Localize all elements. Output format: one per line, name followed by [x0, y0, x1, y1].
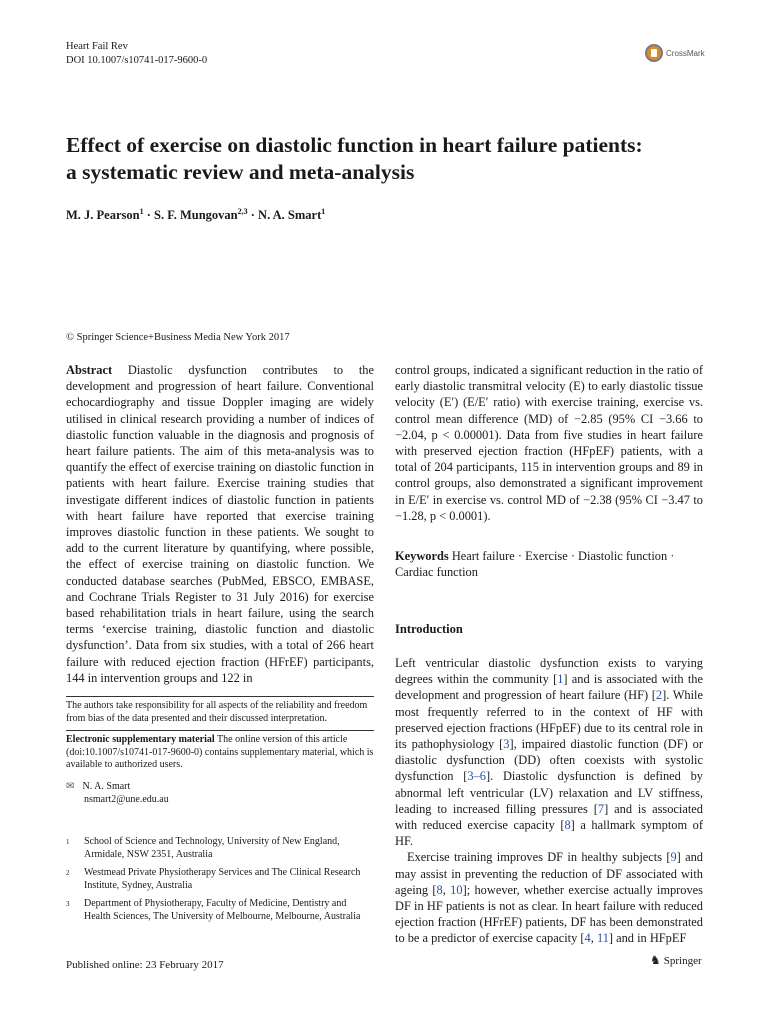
affiliation-number: 3: [66, 900, 70, 908]
intro-paragraph: Left ventricular diastolic dysfunction exists to varying degrees within the community [1] and is associated with the development and progression of heart failure (HF) [2]. While most frequently referred to in the context of HF with preserved ejection fractions (HFpEF) due to its central role in its pathophysiology [3], impaired diastolic function (DF) or diastolic dysfunction (DD) often coexists with systolic dysfunction [3–6]. Diastolic dysfunction is defined by abnormal left ventricular (LV) relaxation and LV stiffness, leading to increased filling pressures [7] and is associated with reduced exercise capacity [8] a hallmark symptom of HF.: [395, 656, 703, 849]
citation-link[interactable]: 3: [503, 737, 510, 752]
author-affiliation-ref: 1: [139, 207, 144, 216]
citation-link[interactable]: 3–6: [467, 769, 486, 784]
intro-paragraph: Exercise training improves DF in healthy subjects [9] and may assist in preventing the reduction of DF associated with ageing [8, 10]; however, whether exercise actually improves DF in HF patients is not as clear. In heart failure with reduced ejection fraction (HFrEF) patients, DF has been demonstrated to be a predictor of exercise capacity [4, 11] and in HFpEF: [395, 850, 703, 946]
affiliation-text: Westmead Private Physiotherapy Services and The Clinical Research Institute, Sydney, Australia: [84, 867, 361, 891]
abstract-right: [395, 362, 703, 524]
publisher-name: Springer: [663, 954, 702, 967]
crossmark-badge[interactable]: [645, 44, 705, 62]
keywords-section: [395, 548, 703, 580]
footnote-divider: [66, 696, 374, 697]
crossmark-icon: [645, 44, 663, 62]
title-line-1: Effect of exercise on diastolic function in heart failure patients:: [66, 133, 643, 157]
contact-name: N. A. Smart: [82, 781, 131, 792]
introduction-heading: Introduction: [395, 622, 463, 636]
abstract-text-continued: control groups, indicated a significant reduction in the ratio of early diastolic transmitral velocity (E) to early diastolic tissue velocity (E′) (E/E′ ratio) with exercise training, exercise vs. control mean difference (MD) of −2.85 (95% CI −3.66 to −2.04, p < 0.00001). Data from five studies in heart failure with preserved ejection fraction (HFpEF) patients, with a total of 204 participants, 115 in intervention groups and 89 in control groups, also demonstrated a significant improvement in E/E′ in exercise vs. control MD of −2.38 (95% CI −3.47 to −1.28, p < 0.0001).: [395, 363, 703, 523]
abstract-left: [66, 362, 374, 686]
keywords-text: Heart failure · Exercise · Diastolic function · Cardiac function: [395, 549, 675, 580]
author-name[interactable]: S. F. Mungovan: [154, 208, 238, 223]
citation-link[interactable]: 11: [596, 931, 609, 946]
affiliation-number: 2: [66, 869, 70, 877]
citation-link[interactable]: 10: [450, 882, 463, 897]
author-name[interactable]: M. J. Pearson: [66, 208, 140, 223]
crossmark-label: CrossMark: [666, 48, 705, 58]
supplementary-note: [66, 734, 374, 772]
citation-link[interactable]: 4: [584, 931, 591, 946]
citation-link[interactable]: 1: [557, 672, 564, 687]
introduction-body: [395, 655, 703, 947]
citation-link[interactable]: 8: [564, 818, 571, 833]
envelope-icon: ✉: [66, 781, 75, 792]
author-affiliation-ref: 2,3: [237, 207, 248, 216]
copyright-notice: © Springer Science+Business Media New York 2017: [66, 332, 290, 343]
publisher-logo: [650, 953, 702, 968]
citation-link[interactable]: 2: [655, 688, 663, 703]
keywords-label: Keywords: [395, 549, 449, 563]
responsibility-note: The authors take responsibility for all aspects of the reliability and freedom from bias of the data presented and their discussed interpretation.: [66, 700, 368, 724]
journal-header: [66, 40, 207, 68]
affiliation-text: Department of Physiotherapy, Faculty of Medicine, Dentistry and Health Sciences, The University of Melbourne, Melbourne, Australia: [84, 898, 361, 922]
corresponding-author: [66, 780, 169, 806]
springer-horse-icon: ♞: [650, 953, 661, 967]
author-list: [66, 207, 325, 223]
citation-link[interactable]: 7: [597, 801, 605, 816]
published-date: Published online: 23 February 2017: [66, 959, 224, 971]
footnote-divider: [66, 730, 374, 731]
title-line-2: a systematic review and meta-analysis: [66, 160, 415, 184]
affiliation-number: 1: [66, 838, 70, 846]
journal-name: Heart Fail Rev: [66, 41, 128, 52]
citation-link[interactable]: 8: [436, 882, 443, 897]
affiliation-item: [66, 867, 374, 892]
author-name[interactable]: N. A. Smart: [258, 208, 322, 223]
author-separator: ·: [250, 208, 255, 223]
affiliation-item: [66, 836, 374, 861]
contact-email[interactable]: nsmart2@une.edu.au: [84, 794, 169, 805]
supplementary-label: Electronic supplementary material: [66, 734, 215, 745]
abstract-text: Diastolic dysfunction contributes to the development and progression of heart failure. Conventional echocardiography and tissue Doppler imaging are widely utilised in clinical research providing a number of indices of diastolic function valuable in the diagnosis and prognosis of heart failure patients. The aim of this meta-analysis was to quantify the effect of exercise training on diastolic function in patients with heart failure. Exercise training studies that investigate different indices of diastolic function in patients with heart failure have reported that exercise training improves diastolic function in these patients. We sought to add to the current literature by quantifying, where possible, the effect of exercise training on diastolic function. We conducted database searches (PubMed, EBSCO, EMBASE, and Cochrane Trials Register to 31 July 2016) for exercise based rehabilitation trials in heart failure, using the search terms ‘exercise training, diastolic function and diastolic dysfunction’. Data from six studies, with a total of 266 heart failure with reduced ejection fraction (HFrEF) participants, 144 in intervention groups and 122 in: [66, 363, 374, 685]
author-affiliation-ref: 1: [321, 207, 326, 216]
citation-link[interactable]: 9: [670, 850, 677, 865]
article-title: [66, 132, 716, 186]
author-separator: ·: [146, 208, 151, 223]
affiliation-item: [66, 898, 374, 923]
abstract-label: Abstract: [66, 363, 113, 377]
affiliation-text: School of Science and Technology, University of New England, Armidale, NSW 2351, Australia: [84, 836, 340, 860]
supplementary-text[interactable]: The online version of this article (doi:10.1007/s10741-017-9600-0) contains supplementary material, which is available to authorized users.: [66, 734, 374, 771]
doi-link[interactable]: DOI 10.1007/s10741-017-9600-0: [66, 55, 208, 66]
